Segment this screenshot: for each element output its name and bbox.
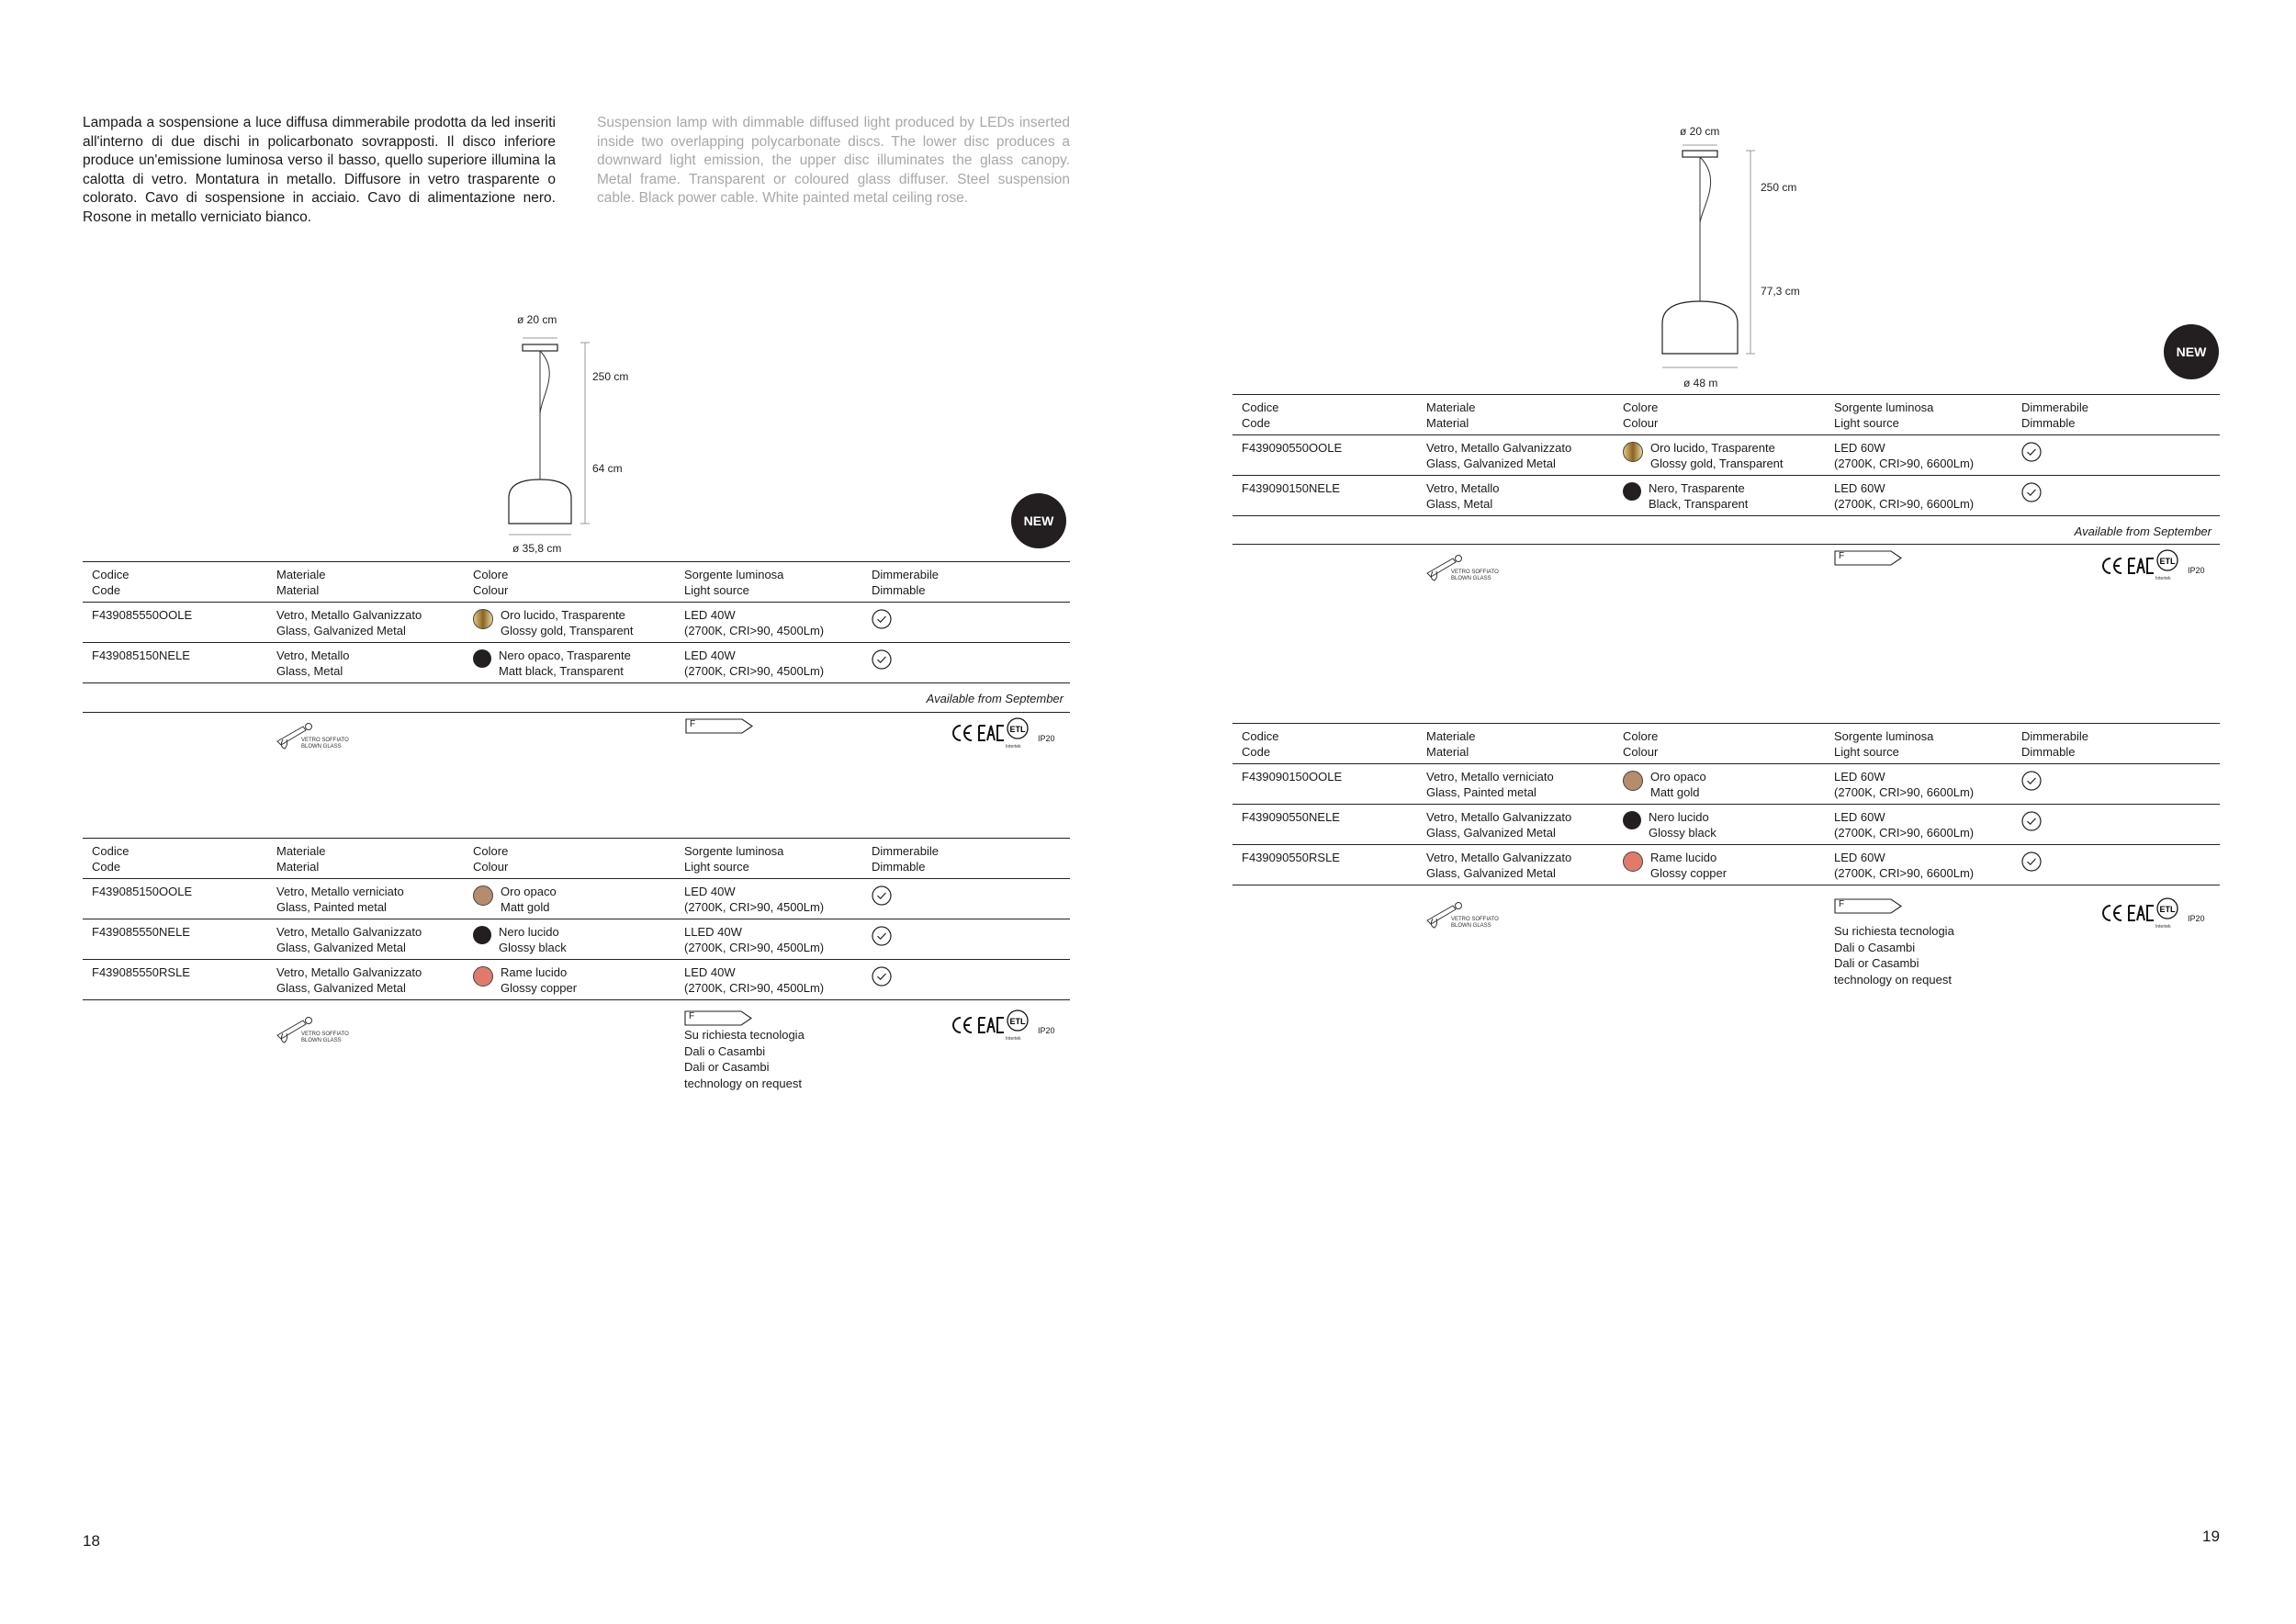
table-row xyxy=(83,960,1070,1000)
table-header-row xyxy=(1232,724,2220,764)
header-code: Codice Code xyxy=(92,568,129,597)
header-light-source: Sorgente luminosa Light source xyxy=(1834,729,1934,759)
table-row xyxy=(1232,435,2220,476)
swatch-black-icon xyxy=(473,926,491,944)
ip-rating: IP20 xyxy=(2188,914,2205,923)
swatch-black-icon xyxy=(1623,482,1641,501)
certification-marks xyxy=(951,723,1007,748)
material: Vetro, Metallo Galvanizzato Glass, Galvanized Metal xyxy=(1426,851,1572,880)
ce-eac-icon xyxy=(951,723,1007,743)
intertek-etl-icon xyxy=(1005,1009,1030,1037)
dimmable-check-icon xyxy=(872,609,892,629)
dim-cable-length: 250 cm xyxy=(592,370,629,383)
svg-text:ETL: ETL xyxy=(1009,1017,1026,1026)
energy-class: F xyxy=(689,1011,695,1021)
colour: Oro opaco Matt gold xyxy=(1650,770,1706,799)
header-code: Codice Code xyxy=(1242,400,1279,430)
product-code: F439085550NELE xyxy=(92,925,190,939)
material: Vetro, Metallo Galvanizzato Glass, Galvanized Metal xyxy=(276,608,422,637)
table-row xyxy=(83,643,1070,683)
table-header-row xyxy=(1232,395,2220,435)
ce-eac-icon xyxy=(2101,556,2156,576)
table-row xyxy=(83,919,1070,960)
material: Vetro, Metallo Galvanizzato Glass, Galvanized Metal xyxy=(276,925,422,954)
intertek-etl-icon xyxy=(2155,897,2180,925)
dim-top-diameter: ø 20 cm xyxy=(517,313,557,326)
colour: Oro lucido, Trasparente Glossy gold, Transparent xyxy=(501,608,634,637)
colour: Rame lucido Glossy copper xyxy=(501,965,578,995)
header-code: Codice Code xyxy=(92,844,129,874)
svg-text:ETL: ETL xyxy=(1009,725,1026,734)
svg-text:ETL: ETL xyxy=(2159,557,2176,566)
certification-marks xyxy=(2101,903,2156,928)
colour: Nero lucido Glossy black xyxy=(1649,810,1716,840)
spec-table-right-2 xyxy=(1232,723,2220,885)
dimmable-check-icon xyxy=(2021,482,2042,502)
material: Vetro, Metallo Galvanizzato Glass, Galvanized Metal xyxy=(276,965,422,995)
header-colour: Colore Colour xyxy=(473,568,509,597)
light-source: LED 60W (2700K, CRI>90, 6600Lm) xyxy=(1834,851,1975,880)
dim-height: 64 cm xyxy=(592,462,623,475)
dim-height: 77,3 cm xyxy=(1761,285,1800,298)
swatch-glossy-gold-icon xyxy=(1623,442,1643,462)
description-italian: Lampada a sospensione a luce diffusa dimmerabile prodotta da led inseriti all'interno di due dischi in policarbonato sovrapposti. Il disco inferiore produce un'emissione luminosa verso il basso, quello superiore illumina la calotta di vetro. Montatura in metallo. Diffusore in vetro trasparente o colorato. Cavo di sospensione in acciaio. Cavo di alimentazione nero. Rosone in metallo verniciato bianco. xyxy=(83,115,556,225)
table-row xyxy=(1232,845,2220,885)
dali-note: Su richiesta tecnologia Dali o Casambi Dali or Casambi technology on request xyxy=(684,1028,805,1090)
ip-rating: IP20 xyxy=(1038,1026,1055,1035)
header-material: Materiale Material xyxy=(1426,400,1476,430)
spec-table-left-2 xyxy=(83,838,1070,1000)
table-header-row xyxy=(83,839,1070,879)
light-source: LED 60W (2700K, CRI>90, 6600Lm) xyxy=(1834,770,1975,799)
lamp-drawing-large xyxy=(1653,119,1818,386)
spec-table-right-1 xyxy=(1232,394,2220,516)
blown-glass-label: VETRO SOFFIATO BLOWN GLASS xyxy=(1451,917,1499,929)
intertek-label: Intertek xyxy=(1006,1036,1021,1042)
swatch-copper-icon xyxy=(473,966,493,987)
header-light-source: Sorgente luminosa Light source xyxy=(684,844,784,874)
swatch-black-icon xyxy=(1623,811,1641,829)
table-row xyxy=(1232,764,2220,805)
availability-note: Available from September xyxy=(926,692,1064,705)
dimmable-check-icon xyxy=(872,926,892,946)
dim-bottom-diameter: ø 48 m xyxy=(1683,377,1718,389)
lamp-drawing-small xyxy=(496,308,661,565)
colour: Oro opaco Matt gold xyxy=(501,885,557,914)
certification-marks xyxy=(951,1015,1007,1040)
colour: Nero lucido Glossy black xyxy=(499,925,567,954)
energy-class-label xyxy=(1834,550,1902,566)
dim-top-diameter: ø 20 cm xyxy=(1680,125,1720,138)
new-badge: NEW xyxy=(2164,324,2219,379)
page-number: 19 xyxy=(2202,1528,2220,1545)
table-row xyxy=(83,879,1070,919)
header-colour: Colore Colour xyxy=(1623,729,1659,759)
header-light-source: Sorgente luminosa Light source xyxy=(684,568,784,597)
dimmable-check-icon xyxy=(2021,811,2042,831)
table-row xyxy=(1232,805,2220,845)
dimmable-check-icon xyxy=(872,885,892,906)
material: Vetro, Metallo verniciato Glass, Painted metal xyxy=(276,885,404,914)
blown-glass-label: VETRO SOFFIATO BLOWN GLASS xyxy=(301,1032,349,1043)
dimmable-check-icon xyxy=(2021,442,2042,462)
availability-note: Available from September xyxy=(2074,524,2212,538)
header-material: Materiale Material xyxy=(1426,729,1476,759)
product-code: F439085150OOLE xyxy=(92,885,193,898)
colour: Nero, Trasparente Black, Transparent xyxy=(1649,481,1749,511)
header-dimmable: Dimmerabile Dimmable xyxy=(872,844,939,874)
product-code: F439090150NELE xyxy=(1242,481,1340,495)
material: Vetro, Metallo verniciato Glass, Painted metal xyxy=(1426,770,1554,799)
header-code: Codice Code xyxy=(1242,729,1279,759)
divider xyxy=(1232,544,2220,545)
swatch-matt-gold-icon xyxy=(1623,771,1643,791)
dim-bottom-diameter: ø 35,8 cm xyxy=(512,542,562,555)
light-source: LED 60W (2700K, CRI>90, 6600Lm) xyxy=(1834,810,1975,840)
material: Vetro, Metallo Glass, Metal xyxy=(276,648,350,678)
dimmable-check-icon xyxy=(2021,771,2042,791)
product-code: F439090550OOLE xyxy=(1242,441,1343,455)
divider xyxy=(83,712,1070,713)
energy-class-label xyxy=(1834,898,1902,914)
swatch-black-icon xyxy=(473,649,491,668)
spec-table-left-1 xyxy=(83,561,1070,683)
light-source: LED 40W (2700K, CRI>90, 4500Lm) xyxy=(684,608,825,637)
swatch-copper-icon xyxy=(1623,851,1643,872)
header-colour: Colore Colour xyxy=(473,844,509,874)
header-dimmable: Dimmerabile Dimmable xyxy=(2021,729,2088,759)
blown-glass-label: VETRO SOFFIATO BLOWN GLASS xyxy=(301,738,349,750)
energy-class: F xyxy=(690,719,696,729)
header-dimmable: Dimmerabile Dimmable xyxy=(872,568,939,597)
colour: Rame lucido Glossy copper xyxy=(1650,851,1728,880)
header-light-source: Sorgente luminosa Light source xyxy=(1834,400,1934,430)
ip-rating: IP20 xyxy=(2188,566,2205,575)
dali-note: Su richiesta tecnologia Dali o Casambi Dali or Casambi technology on request xyxy=(1834,924,1954,987)
table-header-row xyxy=(83,562,1070,603)
header-material: Materiale Material xyxy=(276,568,326,597)
energy-class: F xyxy=(1839,899,1845,909)
energy-class-label xyxy=(684,1010,752,1026)
light-source: LED 60W (2700K, CRI>90, 6600Lm) xyxy=(1834,441,1975,470)
light-source: LED 60W (2700K, CRI>90, 6600Lm) xyxy=(1834,481,1975,511)
product-code: F439090550NELE xyxy=(1242,810,1340,824)
product-code: F439090550RSLE xyxy=(1242,851,1340,864)
header-dimmable: Dimmerabile Dimmable xyxy=(2021,400,2088,430)
energy-class-label xyxy=(685,718,753,734)
svg-text:ETL: ETL xyxy=(2159,905,2176,914)
product-code: F439085550OOLE xyxy=(92,608,193,622)
header-material: Materiale Material xyxy=(276,844,326,874)
intertek-label: Intertek xyxy=(2155,924,2171,930)
description-english: Suspension lamp with dimmable diffused light produced by LEDs inserted inside two overlapping polycarbonate discs. The lower disc produces a downward light emission, the upper disc illuminates the glass canopy. Metal frame. Transparent or coloured glass diffuser. Steel suspension cable. Black power cable. White painted metal ceiling rose. xyxy=(597,115,1070,206)
intertek-etl-icon xyxy=(2155,549,2180,577)
material: Vetro, Metallo Galvanizzato Glass, Galvanized Metal xyxy=(1426,810,1572,840)
colour: Nero opaco, Trasparente Matt black, Transparent xyxy=(499,648,631,678)
intertek-label: Intertek xyxy=(1006,744,1021,750)
table-row xyxy=(83,603,1070,643)
new-badge: NEW xyxy=(1011,493,1066,548)
dimmable-check-icon xyxy=(2021,851,2042,872)
blown-glass-label: VETRO SOFFIATO BLOWN GLASS xyxy=(1451,570,1499,581)
table-row xyxy=(1232,476,2220,516)
energy-class: F xyxy=(1839,551,1845,561)
product-code: F439085550RSLE xyxy=(92,965,190,979)
swatch-matt-gold-icon xyxy=(473,885,493,906)
product-code: F439090150OOLE xyxy=(1242,770,1343,784)
colour: Oro lucido, Trasparente Glossy gold, Transparent xyxy=(1650,441,1784,470)
light-source: LLED 40W (2700K, CRI>90, 4500Lm) xyxy=(684,925,825,954)
material: Vetro, Metallo Glass, Metal xyxy=(1426,481,1500,511)
product-code: F439085150NELE xyxy=(92,648,190,662)
ip-rating: IP20 xyxy=(1038,734,1055,743)
swatch-glossy-gold-icon xyxy=(473,609,493,629)
light-source: LED 40W (2700K, CRI>90, 4500Lm) xyxy=(684,648,825,678)
light-source: LED 40W (2700K, CRI>90, 4500Lm) xyxy=(684,965,825,995)
light-source: LED 40W (2700K, CRI>90, 4500Lm) xyxy=(684,885,825,914)
certification-marks xyxy=(2101,556,2156,581)
intertek-label: Intertek xyxy=(2155,576,2171,581)
ce-eac-icon xyxy=(951,1015,1007,1035)
dimmable-check-icon xyxy=(872,966,892,987)
material: Vetro, Metallo Galvanizzato Glass, Galvanized Metal xyxy=(1426,441,1572,470)
ce-eac-icon xyxy=(2101,903,2156,923)
header-colour: Colore Colour xyxy=(1623,400,1659,430)
intertek-etl-icon xyxy=(1005,717,1030,745)
dim-cable-length: 250 cm xyxy=(1761,181,1797,194)
dimmable-check-icon xyxy=(872,649,892,670)
page-number: 18 xyxy=(83,1532,100,1550)
